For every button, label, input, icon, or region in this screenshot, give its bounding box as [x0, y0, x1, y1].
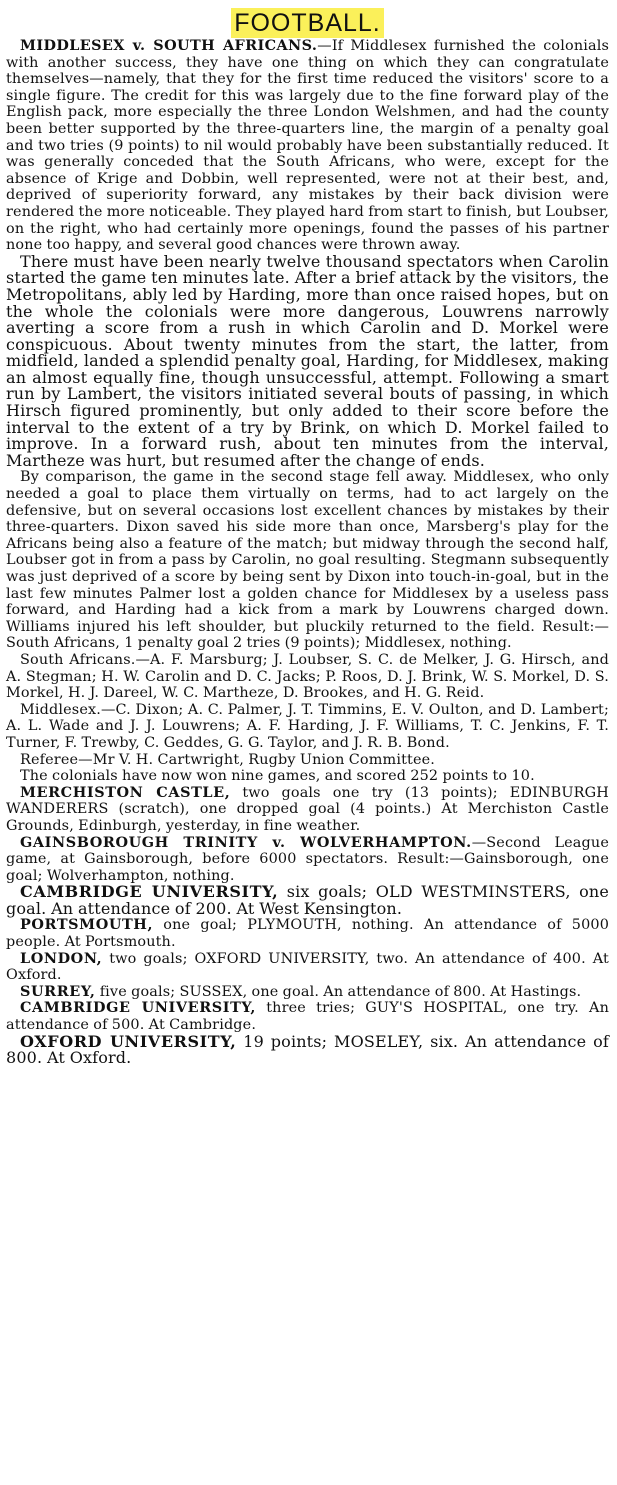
paragraph-text: Referee—Mr V. H. Cartwright, Rugby Union Committee.	[20, 751, 435, 768]
paragraph-text: By comparison, the game in the second stage fell away. Middlesex, who only needed a goal to place them virtually on terms, had to act largely on the defensive, but on several occasions lost excellent chances by mistakes by their three-quarters. Dixon saved his side more than once, Marsberg's play for the Africans being also a feature of the match; but midway through the second half, Loubser got in from a pass by Carolin, no goal resulting. Stegmann subsequently was just deprived of a score by being sent by Dixon into touch-in-goal, but in the last few minutes Palmer lost a golden chance for Middlesex by a useless pass forward, and Harding had a kick from a mark by Louwrens charged down. Williams injured his left shoulder, but pluckily returned to the field. Result:—South Africans, 1 penalty goal 2 tries (9 points); Middlesex, nothing.	[6, 469, 609, 652]
paragraph-text: The colonials have now won nine games, and scored 252 points to 10.	[20, 768, 535, 785]
result-text: 19 points; MOSELEY, six. An attendance of 800. At Oxford.	[6, 1031, 609, 1068]
result-text: one goal; PLYMOUTH, nothing. An attendance of 5000 people. At Portsmouth.	[6, 917, 609, 951]
result-text: six goals; OLD WESTMINSTERS, one goal. An attendance of 200. At West Kensington.	[6, 882, 610, 918]
referee-line	[6, 752, 609, 769]
result-item	[6, 951, 609, 984]
tour-record-line	[6, 768, 609, 785]
result-lead: OXFORD UNIVERSITY,	[20, 1031, 237, 1051]
result-item	[6, 884, 609, 917]
result-item	[6, 835, 609, 885]
match-report-paragraph	[6, 251, 609, 470]
paragraph-text: —If Middlesex furnished the colonials with another success, they have one thing on which they can congratulate themselves—namely, that they for the first time reduced the visitors' score to a single figure. The credit for this was largely due to the fine forward play of the English pack, more especially the three London Welshmen, and had the county been better supported by the three-quarters line, the margin of a penalty goal and two tries (9 points) to nil would probably have been substantially reduced. It was generally conceded that the South Africans, who were, except for the absence of Krige and Dobbin, well represented, were not at their best, and, deprived of superiority forward, any mistakes by their back division were rendered the more noticeable. They played hard from start to finish, but Loubser, on the right, who had certainly more openings, found the passes of his partner none too happy, and several good chances were thrown away.	[6, 38, 610, 254]
result-text: three tries; GUY'S HOSPITAL, one try. An attendance of 500. At Cambridge.	[6, 1000, 609, 1034]
match-report-paragraph	[6, 38, 609, 254]
result-text: two goals; OXFORD UNIVERSITY, two. An attendance of 400. At Oxford.	[6, 950, 609, 984]
result-lead: MERCHISTON CASTLE,	[20, 783, 231, 801]
result-item	[6, 1000, 609, 1033]
result-item	[6, 984, 609, 1001]
result-item	[6, 917, 609, 950]
result-text: two goals one try (13 points); EDINBURGH WANDERERS (scratch), one dropped goal (4 points.) At Merchiston Castle Grounds, Edinburgh, yesterday, in fine weather.	[6, 784, 609, 834]
result-item	[6, 785, 609, 835]
result-lead: CAMBRIDGE UNIVERSITY,	[20, 882, 279, 902]
headline-wrap	[6, 8, 609, 38]
result-item	[6, 1031, 609, 1068]
result-lead: SURREY,	[20, 982, 96, 1000]
result-text: —Second League game, at Gainsborough, before 6000 spectators. Result:—Gainsborough, one goal; Wolverhampton, nothing.	[6, 834, 609, 884]
match-report-paragraph	[6, 469, 609, 652]
headline: FOOTBALL.	[231, 8, 384, 38]
paragraph-text: Middlesex.—C. Dixon; A. C. Palmer, J. T. Timmins, E. V. Oulton, and D. Lambert; A. L. Wade and J. J. Louwrens; A. F. Harding, J. F. Williams, T. C. Jenkins, F. T. Turner, F. Trewby, C. Geddes, G. G. Taylor, and J. R. B. Bond.	[6, 701, 609, 751]
paragraph-text: South Africans.—A. F. Marsburg; J. Loubser, S. C. de Melker, J. G. Hirsch, and A. Stegman; H. W. Carolin and D. C. Jacks; P. Roos, D. J. Brink, W. S. Morkel, D. S. Morkel, H. J. Dareel, W. C. Martheze, D. Brookes, and H. G. Reid.	[6, 651, 609, 702]
result-text: five goals; SUSSEX, one goal. An attendance of 800. At Hastings.	[95, 983, 582, 1000]
result-lead: CAMBRIDGE UNIVERSITY,	[20, 999, 257, 1017]
paragraph-lead: MIDDLESEX v. SOUTH AFRICANS.	[20, 37, 318, 54]
paragraph-text: There must have been nearly twelve thousand spectators when Carolin started the game ten minutes late. After a brief attack by the visitors, the Metropolitans, ably led by Harding, more than once raised hopes, but on the whole the colonials were more dangerous, Louwrens narrowly averting a score from a rush in which Carolin and D. Morkel were conspicuous. About twenty minutes from the start, the latter, from midfield, landed a splendid penalty goal, Harding, for Middlesex, making an almost equally fine, though unsuccessful, attempt. Following a smart run by Lambert, the visitors initiated several bouts of passing, in which Hirsch figured prominently, but only added to their score before the interval to the extent of a try by Brink, on which D. Morkel failed to improve. In a forward rush, about ten minutes from the interval, Martheze was hurt, but resumed after the change of ends.	[6, 251, 609, 470]
result-lead: GAINSBOROUGH TRINITY v. WOLVERHAMPTON.	[20, 833, 472, 851]
team-list-middlesex	[6, 702, 609, 752]
team-list-south-africans	[6, 652, 609, 702]
result-lead: PORTSMOUTH,	[20, 916, 154, 934]
result-lead: LONDON,	[20, 949, 103, 967]
